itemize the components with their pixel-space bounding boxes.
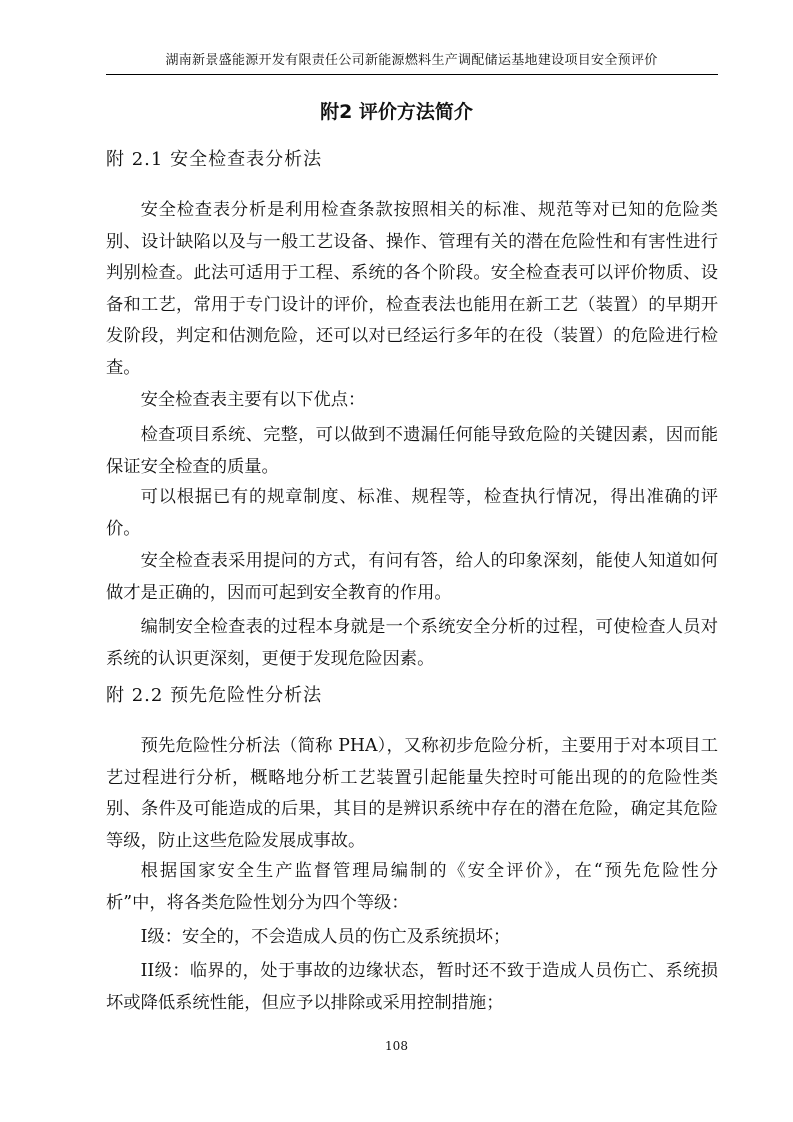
paragraph: 可以根据已有的规章制度、标准、规程等，检查执行情况，得出准确的评价。 [106, 487, 718, 539]
paragraph: 预先危险性分析法（简称 PHA），又称初步危险分析，主要用于对本项目工艺过程进行分析，概略地分析工艺装置引起能量失控时可能出现的的危险性类别、条件及可能造成的后果，其目的是辨识系统中存在的潜在危险，确定其危险等级，防止这些危险发展成事故。 [106, 736, 718, 851]
paragraph: 编制安全检查表的过程本身就是一个系统安全分析的过程，可使检查人员对系统的认识更深刻，更便于发现危险因素。 [106, 617, 718, 669]
paragraph: 根据国家安全生产监督管理局编制的《安全评价》，在“预先危险性分析”中，将各类危险性划分为四个等级： [106, 861, 718, 913]
section-heading-2-1: 附 2.1 安全检查表分析法 [106, 149, 323, 170]
page-title: 附2 评价方法简介 [320, 101, 473, 123]
page-number: 108 [385, 1039, 408, 1053]
paragraph: 安全检查表主要有以下优点： [140, 390, 366, 410]
paragraph: I级：安全的，不会造成人员的伤亡及系统损坏； [140, 927, 511, 947]
header-divider [106, 74, 718, 75]
paragraph: 安全检查表采用提问的方式，有问有答，给人的印象深刻，能使人知道如何做才是正确的，因而可起到安全教育的作用。 [106, 551, 718, 603]
paragraph: 安全检查表分析是利用检查条款按照相关的标准、规范等对已知的危险类别、设计缺陷以及与一般工艺设备、操作、管理有关的潜在危险性和有害性进行判别检查。此法可适用于工程、系统的各个阶段。安全检查表可以评价物质、设备和工艺，常用于专门设计的评价，检查表法也能用在新工艺（装置）的早期开发阶段，判定和估测危险，还可以对已经运行多年的在役（装置）的危险进行检查。 [106, 200, 718, 378]
running-header: 湖南新景盛能源开发有限责任公司新能源燃料生产调配储运基地建设项目安全预评价 [165, 53, 658, 68]
paragraph: II级：临界的，处于事故的边缘状态，暂时还不致于造成人员伤亡、系统损坏或降低系统性能，但应予以排除或采用控制措施； [106, 961, 718, 1013]
section-heading-2-2: 附 2.2 预先危险性分析法 [106, 685, 323, 706]
paragraph: 检查项目系统、完整，可以做到不遗漏任何能导致危险的关键因素，因而能保证安全检查的质量。 [106, 425, 718, 477]
